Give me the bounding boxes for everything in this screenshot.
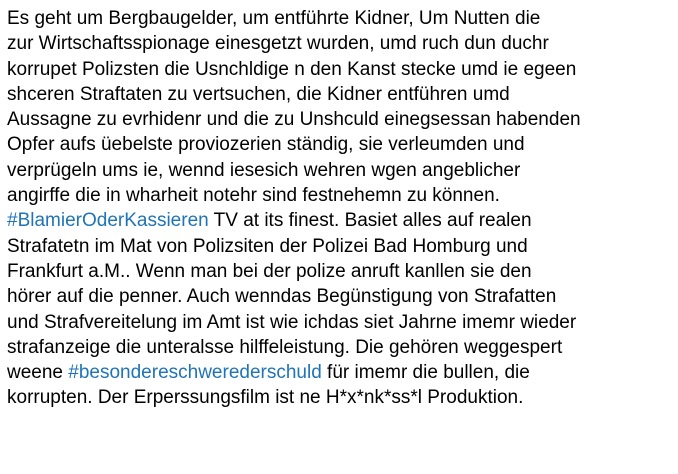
text-segment: TV at its finest. Basiet alles auf realen (208, 210, 532, 232)
text-line: Frankfurt a.M.. Wenn man bei der polize anruft kanllen sie den (7, 260, 532, 282)
text-line: und Strafvereitelung im Amt ist wie ichdas siet Jahrne imemr wieder (7, 311, 577, 333)
text-line: hörer auf die penner. Auch wenndas Begünstigung von Strafatten (7, 286, 557, 308)
text-segment: für imemr die bullen, die (321, 362, 530, 384)
hashtag-link[interactable]: #besondereschwerederschuld (68, 362, 322, 384)
text-line (7, 360, 675, 385)
text-line: korrupten. Der Erperssungsfilm ist ne H*x*nk*ss*l Produktion. (7, 387, 524, 409)
text-line: Es geht um Bergbaugelder, um entführte Kidner, Um Nutten die (7, 8, 541, 29)
text-line: strafanzeige die unteralsse hilffeleistung. Die gehören weggespert (7, 336, 563, 358)
text-line: Strafatetn im Mat von Polizsiten der Polizei Bad Homburg und (7, 235, 528, 257)
text-line: angirffe die in wharheit notehr sind festnehemn zu können. (7, 185, 500, 207)
text-line (7, 208, 675, 233)
hashtag-link[interactable]: #BlamierOderKassieren (7, 210, 209, 232)
text-line: Opfer aufs üebelste proviozerien ständig, sie verleumden und (7, 134, 525, 156)
post-text (7, 6, 675, 411)
text-line: verprügeln ums ie, wennd iesesich wehren wgen angeblicher (7, 159, 521, 181)
text-line: korrupet Polizsten die Usnchldige n den Kanst stecke umd ie egeen (7, 58, 577, 80)
text-line: shceren Straftaten zu vertsuchen, die Kidner entführen umd (7, 83, 510, 105)
text-line: zur Wirtschaftsspionage einesgetzt wurden, umd ruch dun duchr (7, 33, 549, 55)
text-segment: weene (7, 362, 69, 384)
text-line: Aussagne zu evrhidenr und die zu Unshculd einegsessan habenden (7, 109, 581, 131)
